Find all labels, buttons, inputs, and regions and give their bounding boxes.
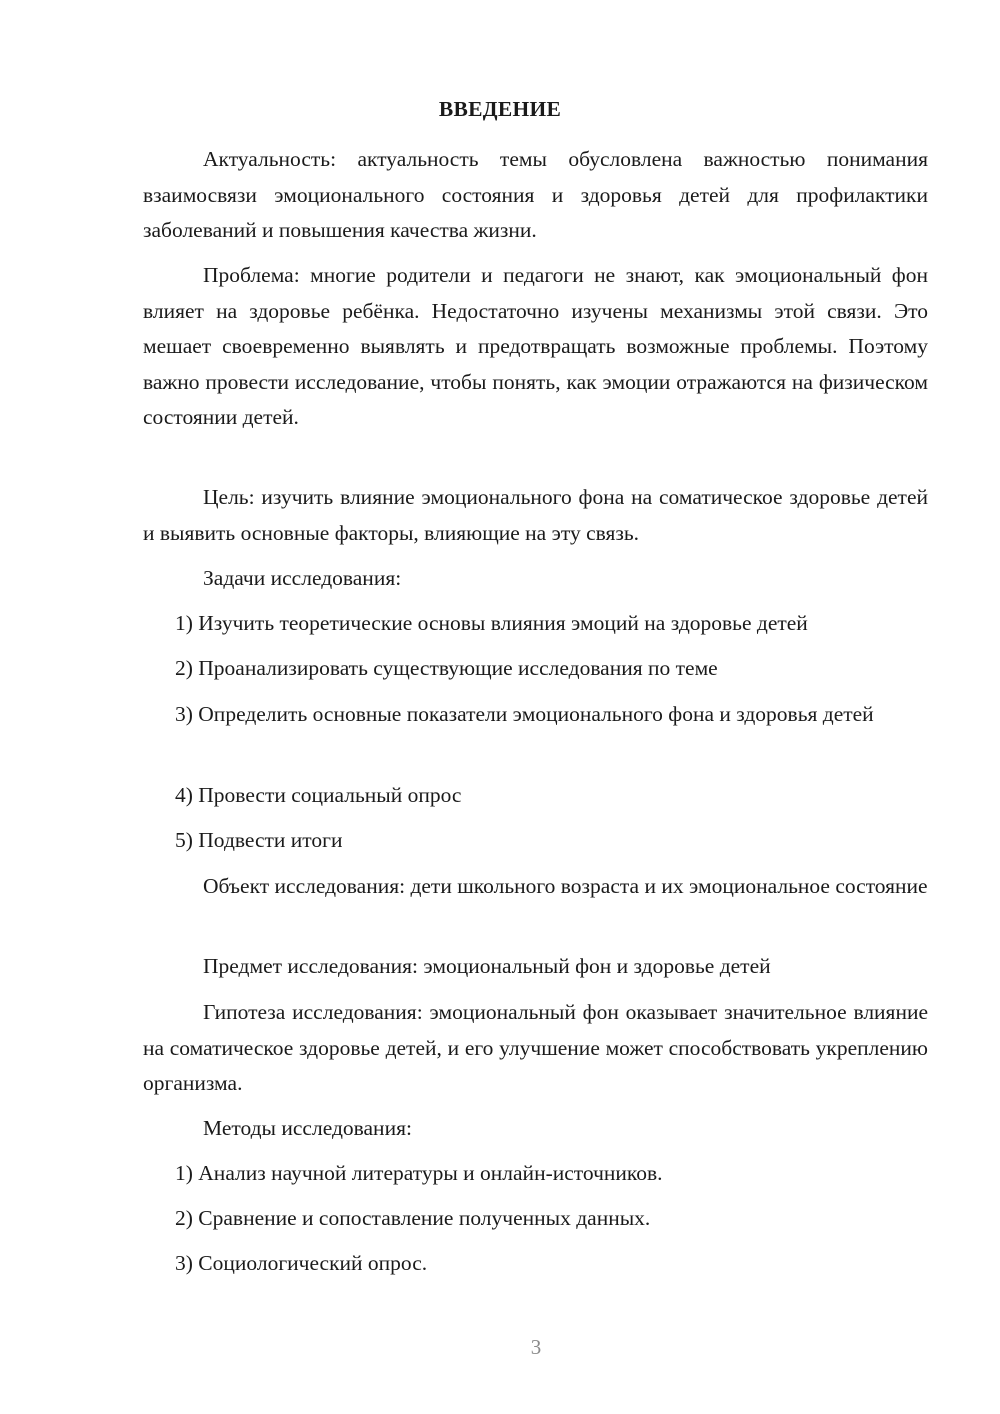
method-item: 3) Социологический опрос.: [175, 1251, 428, 1275]
task-item: 4) Провести социальный опрос: [175, 783, 462, 807]
problem-paragraph: Проблема: многие родители и педагоги не знают, как эмоциональный фон влияет на здоровье ребёнка. Недостаточно изучены механизмы этой связи. Это мешает своевременно выявлять и предотвращать возможные проблемы. Поэтому важно провести исследование, чтобы понять, как эмоции отражаются на физическом состоянии детей.: [143, 263, 928, 429]
task-item: 1) Изучить теоретические основы влияния эмоций на здоровье детей: [175, 611, 808, 635]
task-item: 2) Проанализировать существующие исследования по теме: [175, 656, 718, 680]
object-paragraph: Объект исследования: дети школьного возраста и их эмоциональное состояние: [203, 874, 928, 898]
methods-heading: Методы исследования:: [203, 1116, 412, 1140]
task-item: 3) Определить основные показатели эмоционального фона и здоровья детей: [175, 702, 874, 726]
tasks-heading: Задачи исследования:: [203, 566, 402, 590]
subject-paragraph: Предмет исследования: эмоциональный фон и здоровье детей: [203, 954, 771, 978]
relevance-paragraph: Актуальность: актуальность темы обусловлена важностью понимания взаимосвязи эмоционального состояния и здоровья детей для профилактики заболеваний и повышения качества жизни.: [143, 147, 928, 242]
task-item: 5) Подвести итоги: [175, 828, 343, 852]
goal-paragraph: Цель: изучить влияние эмоционального фона на соматическое здоровье детей и выявить основные факторы, влияющие на эту связь.: [143, 485, 928, 545]
hypothesis-paragraph: Гипотеза исследования: эмоциональный фон оказывает значительное влияние на соматическое здоровье детей, и его улучшение может способствовать укреплению организма.: [143, 1000, 928, 1095]
method-item: 1) Анализ научной литературы и онлайн-источников.: [175, 1161, 663, 1185]
method-item: 2) Сравнение и сопоставление полученных данных.: [175, 1206, 651, 1230]
page-title: ВВЕДЕНИЕ: [438, 97, 562, 121]
page-number: 3: [530, 1335, 542, 1359]
